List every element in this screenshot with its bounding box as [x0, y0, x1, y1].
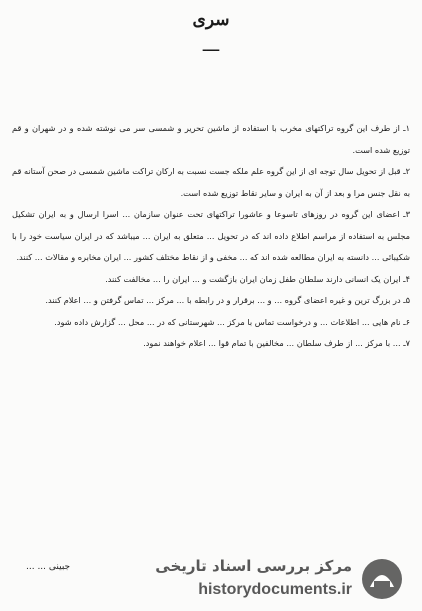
paragraph-5: ۵ـ در بزرگ ترین و غیره اعضای گروه ... و ... برقرار و در رابطه با ... مرکز ... تماس گرفتن و ... اعلام کنند.: [45, 295, 410, 305]
watermark-title: مرکز بررسی اسناد تاریخی: [155, 557, 352, 575]
paragraph-1: ۱ـ از طرف این گروه تراکتهای مخرب با استفاده از ماشین تحریر و شمسی سر می نوشته شده و در شهران و قم توزیع شده است.: [12, 123, 410, 155]
title-dash: ــــ: [202, 40, 220, 54]
paragraph-3: ۳ـ اعضای این گروه در روزهای تاسوعا و عاشورا تراکتهای تحت عنوان سازمان ... اسرا ارسال و به ایران تشکیل مجلس به استفاده از مراسم اطلاع داده اند که در تحویل ... متعلق به ایران ... میباشد که در ایران سیاست خود را با شکیبائی ... دانسته به ایران مطالعه شده اند که ... مخفی و از نقاط مختلف کشور ... ایران مخابره و مقالات ... کنند.: [12, 209, 410, 262]
paragraph-7: ۷ـ ... با مرکز ... از طرف سلطان ... مخالفین با تمام قوا ... اعلام خواهند نمود.: [143, 338, 410, 348]
paragraph-2: ۲ـ قبل از تحویل سال توجه ای از این گروه علم ملکه جست نسبت به ارکان تراکت ماشین شمسی در صحن آستانه قم به نقل جنس مرا و بعد از آن به ایران و سایر نقاط توزیع شده است.: [12, 166, 410, 198]
document-body: [12, 118, 410, 355]
document-title: سری: [192, 10, 230, 30]
paragraph-4: ۴ـ ایران یک انسانی دارند سلطان طفل زمان ایران بازگشت و ... ایران را ... مخالفت کنند.: [105, 273, 410, 284]
watermark: [112, 555, 412, 603]
document-footer: جبینی ... ...: [26, 562, 71, 572]
paragraph-6: ۶ـ نام هایی ... اطلاعات ... و درخواست تماس با مرکز ... شهرستانی که در ... محل ... گزارش داده شود.: [54, 316, 410, 327]
watermark-url: historydocuments.ir: [198, 581, 352, 598]
archive-logo-icon: [360, 557, 404, 601]
